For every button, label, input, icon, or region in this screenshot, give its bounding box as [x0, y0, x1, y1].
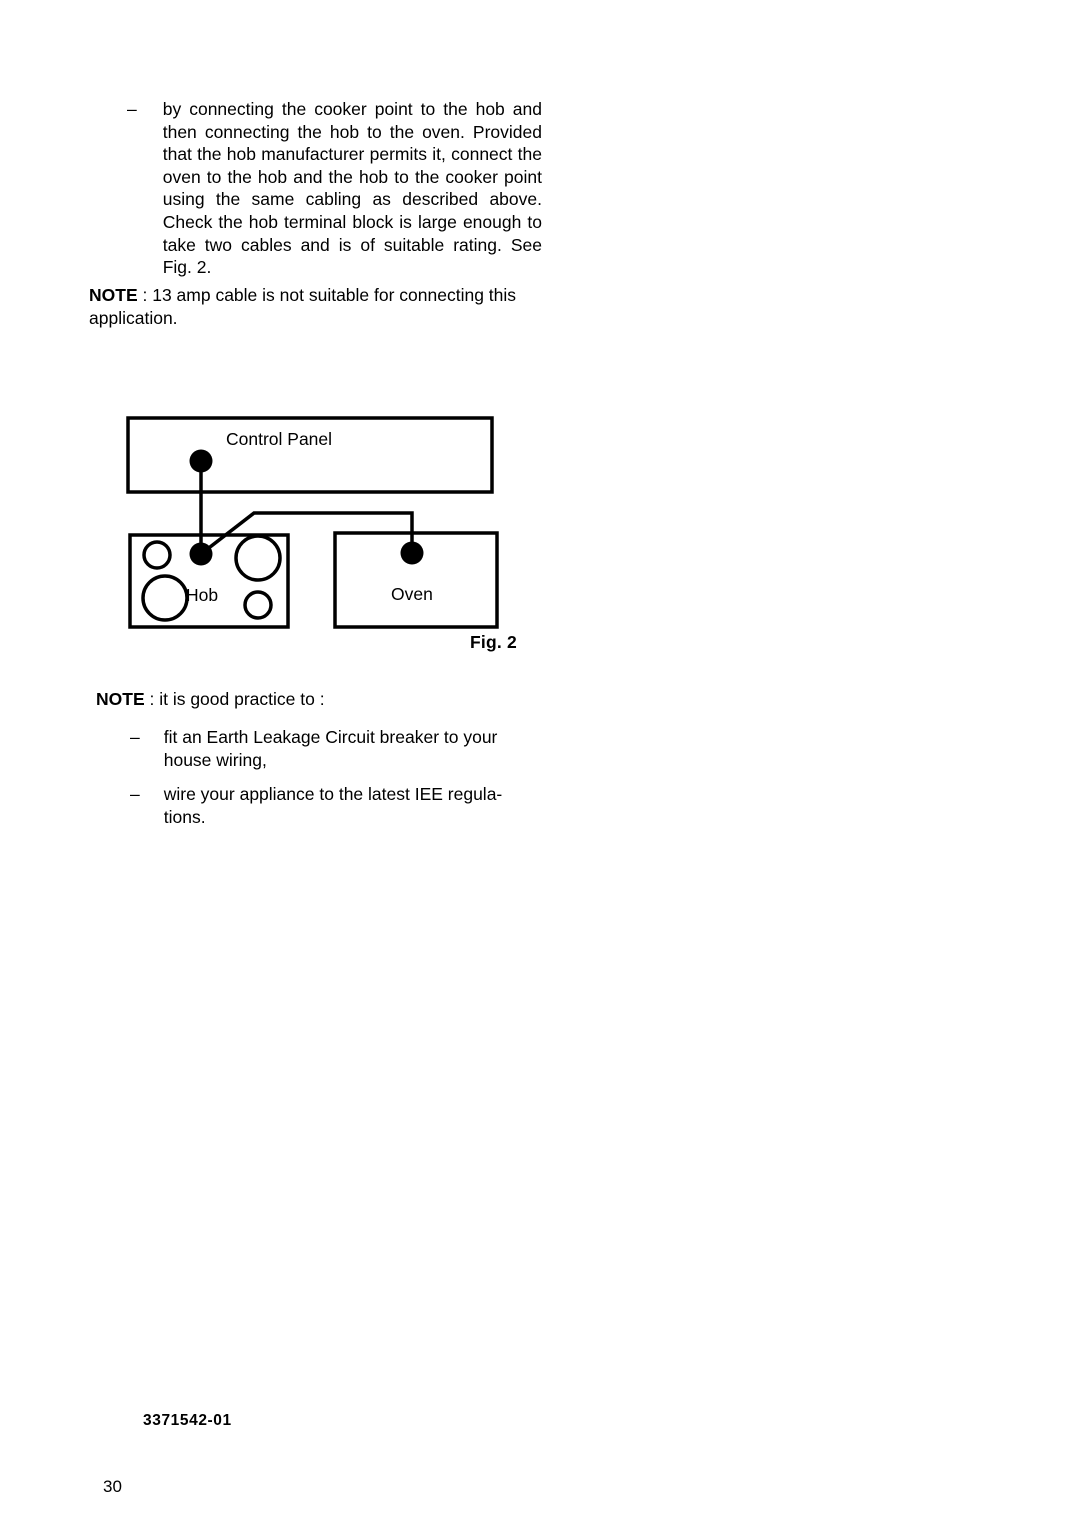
intro-bullet-text: by connecting the cooker point to the hob and then connecting the hob to the oven. Provided that the hob manufacturer permits it, connect the oven to the hob and the hob to the cooker point using the same cabling as described above. Check the hob terminal block is large enough to take two cables and is of suitable rating. See Fig. 2.: [162, 99, 542, 278]
practice-bullet-1-text: fit an Earth Leakage Circuit breaker to your house wiring,: [163, 727, 498, 770]
terminal-dot-control-panel: [190, 450, 213, 473]
note-practice-body: : it is good practice to :: [144, 689, 325, 709]
oven-label: Oven: [391, 584, 433, 604]
note-cable-paragraph: [89, 284, 549, 329]
hob-burner-large-bottom-left: [143, 576, 187, 620]
page-number: 30: [103, 1477, 122, 1496]
bullet-dash-icon: –: [130, 784, 140, 804]
hob-burner-small-top-left: [144, 542, 170, 568]
terminal-dot-hob: [190, 543, 213, 566]
figure-caption: Fig. 2: [470, 632, 517, 652]
terminal-dot-oven: [401, 542, 424, 565]
bullet-dash-icon: –: [127, 99, 137, 119]
hob-label: Hob: [186, 585, 219, 605]
part-number: 3371542-01: [143, 1412, 232, 1429]
note-cable-label: NOTE: [89, 285, 138, 305]
hob-burner-large-top-right: [236, 536, 280, 580]
control-panel-label: Control Panel: [226, 429, 333, 449]
note-practice-paragraph: [96, 688, 536, 711]
figure-2-diagram: [118, 405, 548, 660]
note-practice-label: NOTE: [96, 689, 145, 709]
note-cable-body: : 13 amp cable is not suitable for connecting this application.: [89, 285, 517, 328]
practice-bullet-1: [130, 726, 540, 771]
practice-bullet-2-text: wire your appliance to the latest IEE regula-tions.: [163, 784, 503, 827]
bullet-dash-icon: –: [130, 727, 140, 747]
hob-burner-small-bottom-right: [245, 592, 271, 618]
intro-bullet: [127, 98, 542, 279]
practice-bullet-2: [130, 783, 530, 828]
